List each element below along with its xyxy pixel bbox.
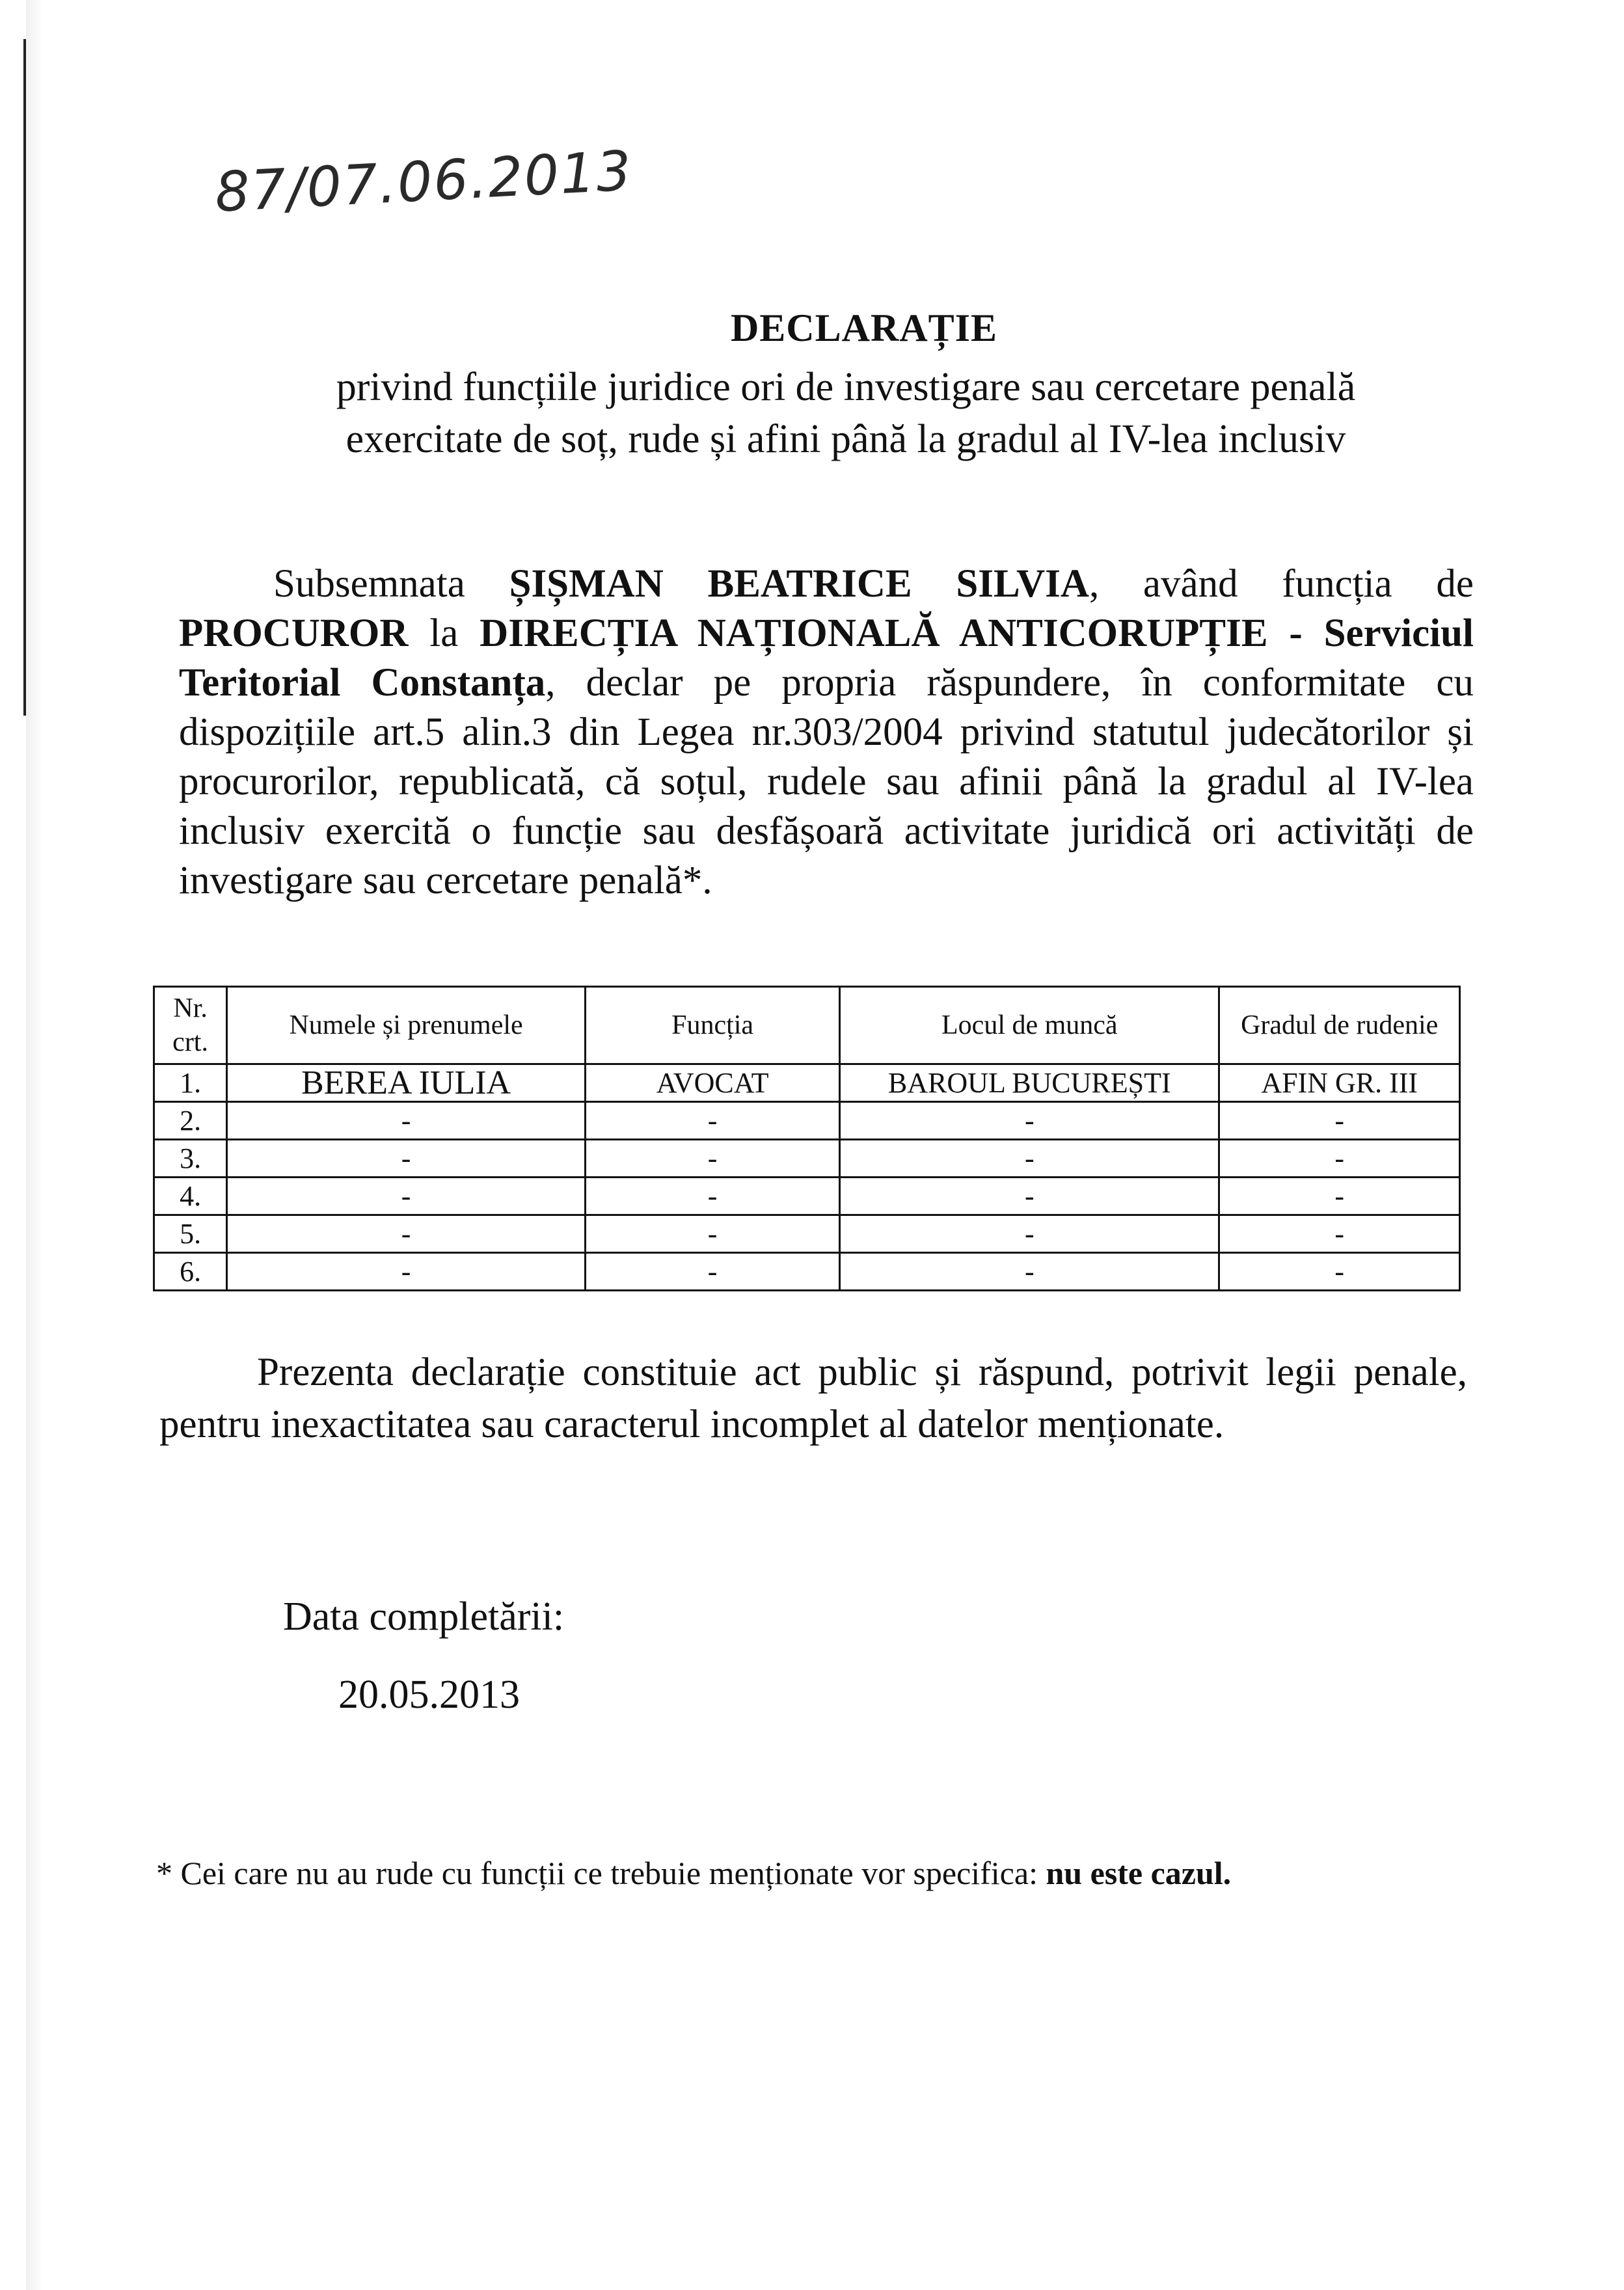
cell-function: - — [585, 1178, 839, 1215]
cell-name: - — [227, 1178, 586, 1215]
cell-name: BEREA IULIA — [227, 1064, 586, 1102]
relatives-table — [153, 986, 1461, 1291]
table-row — [154, 1178, 1460, 1215]
cell-name: - — [227, 1253, 586, 1291]
cell-function: AVOCAT — [585, 1064, 839, 1102]
document-subtitle — [195, 361, 1496, 465]
cell-nr: 2. — [154, 1102, 227, 1140]
handwritten-registration-number: 87/07.06.2013 — [213, 139, 634, 224]
declaration-paragraph — [179, 559, 1474, 906]
cell-nr: 4. — [154, 1178, 227, 1215]
closing-text: Prezenta declarație constituie act public și răspund, potrivit legii penale, pentru inexactitatea sau caracterul incomplet al datelor menționate. — [159, 1351, 1467, 1446]
completion-date-label: Data completării: — [283, 1595, 565, 1639]
cell-workplace: BAROUL BUCUREȘTI — [840, 1064, 1219, 1102]
cell-nr: 1. — [154, 1064, 227, 1102]
declarant-name: ȘIȘMAN BEATRICE SILVIA — [509, 562, 1089, 606]
table-header-row — [154, 987, 1460, 1064]
cell-name: - — [227, 1140, 586, 1178]
header-function: Funcția — [585, 987, 839, 1064]
cell-workplace: - — [840, 1140, 1219, 1178]
cell-degree: AFIN GR. III — [1219, 1064, 1460, 1102]
table-row — [154, 1064, 1460, 1102]
table-row — [154, 1102, 1460, 1140]
body-text-2: , având funcția de — [1089, 562, 1474, 606]
cell-workplace: - — [840, 1102, 1219, 1140]
header-name: Numele și prenumele — [227, 987, 586, 1064]
cell-function: - — [585, 1140, 839, 1178]
body-text-3: la — [408, 612, 480, 655]
cell-function: - — [585, 1253, 839, 1291]
header-nr: Nr. crt. — [154, 987, 227, 1064]
cell-workplace: - — [840, 1253, 1219, 1291]
cell-workplace: - — [840, 1178, 1219, 1215]
subtitle-line-2: exercitate de soț, rude și afini până la gradul al IV-lea inclusiv — [345, 417, 1346, 461]
cell-degree: - — [1219, 1140, 1460, 1178]
body-text-1: Subsemnata — [273, 562, 509, 606]
table-row — [154, 1215, 1460, 1253]
cell-degree: - — [1219, 1253, 1460, 1291]
cell-degree: - — [1219, 1102, 1460, 1140]
cell-nr: 3. — [154, 1140, 227, 1178]
subtitle-line-1: privind funcțiile juridice ori de investigare sau cercetare penală — [336, 365, 1356, 409]
cell-name: - — [227, 1102, 586, 1140]
closing-paragraph — [159, 1347, 1467, 1451]
completion-date-value: 20.05.2013 — [338, 1673, 520, 1717]
declarant-role: PROCUROR — [179, 612, 409, 655]
footnote-text: * Cei care nu au rude cu funcții ce trebuie menționate vor specifica: — [156, 1855, 1046, 1891]
cell-degree: - — [1219, 1178, 1460, 1215]
cell-workplace: - — [840, 1215, 1219, 1253]
header-workplace: Locul de muncă — [840, 987, 1219, 1064]
declarant-institution: DIRECȚIA NAȚIONALĂ ANTICORUPȚIE - Serviciul Teritorial Constanța — [179, 612, 1474, 705]
header-degree: Gradul de rudenie — [1219, 987, 1460, 1064]
cell-function: - — [585, 1215, 839, 1253]
footnote — [156, 1854, 1231, 1892]
cell-nr: 5. — [154, 1215, 227, 1253]
table-row — [154, 1253, 1460, 1291]
footnote-emphasis: nu este cazul. — [1046, 1855, 1232, 1891]
document-title: DECLARAȚIE — [730, 306, 998, 349]
cell-function: - — [585, 1102, 839, 1140]
cell-degree: - — [1219, 1215, 1460, 1253]
table-row — [154, 1140, 1460, 1178]
cell-name: - — [227, 1215, 586, 1253]
body-text-4: , declar pe propria răspundere, în conformitate cu dispozițiile art.5 alin.3 din Legea nr.303/2004 privind statutul judecătorilor și procurorilor, republicată, că soțul, rudele sau afinii până la gradul al IV-lea inclusiv exercită o funcție sau desfășoară activitate juridică ori activități de investigare sau cercetare penală*. — [179, 661, 1474, 902]
cell-nr: 6. — [154, 1253, 227, 1291]
